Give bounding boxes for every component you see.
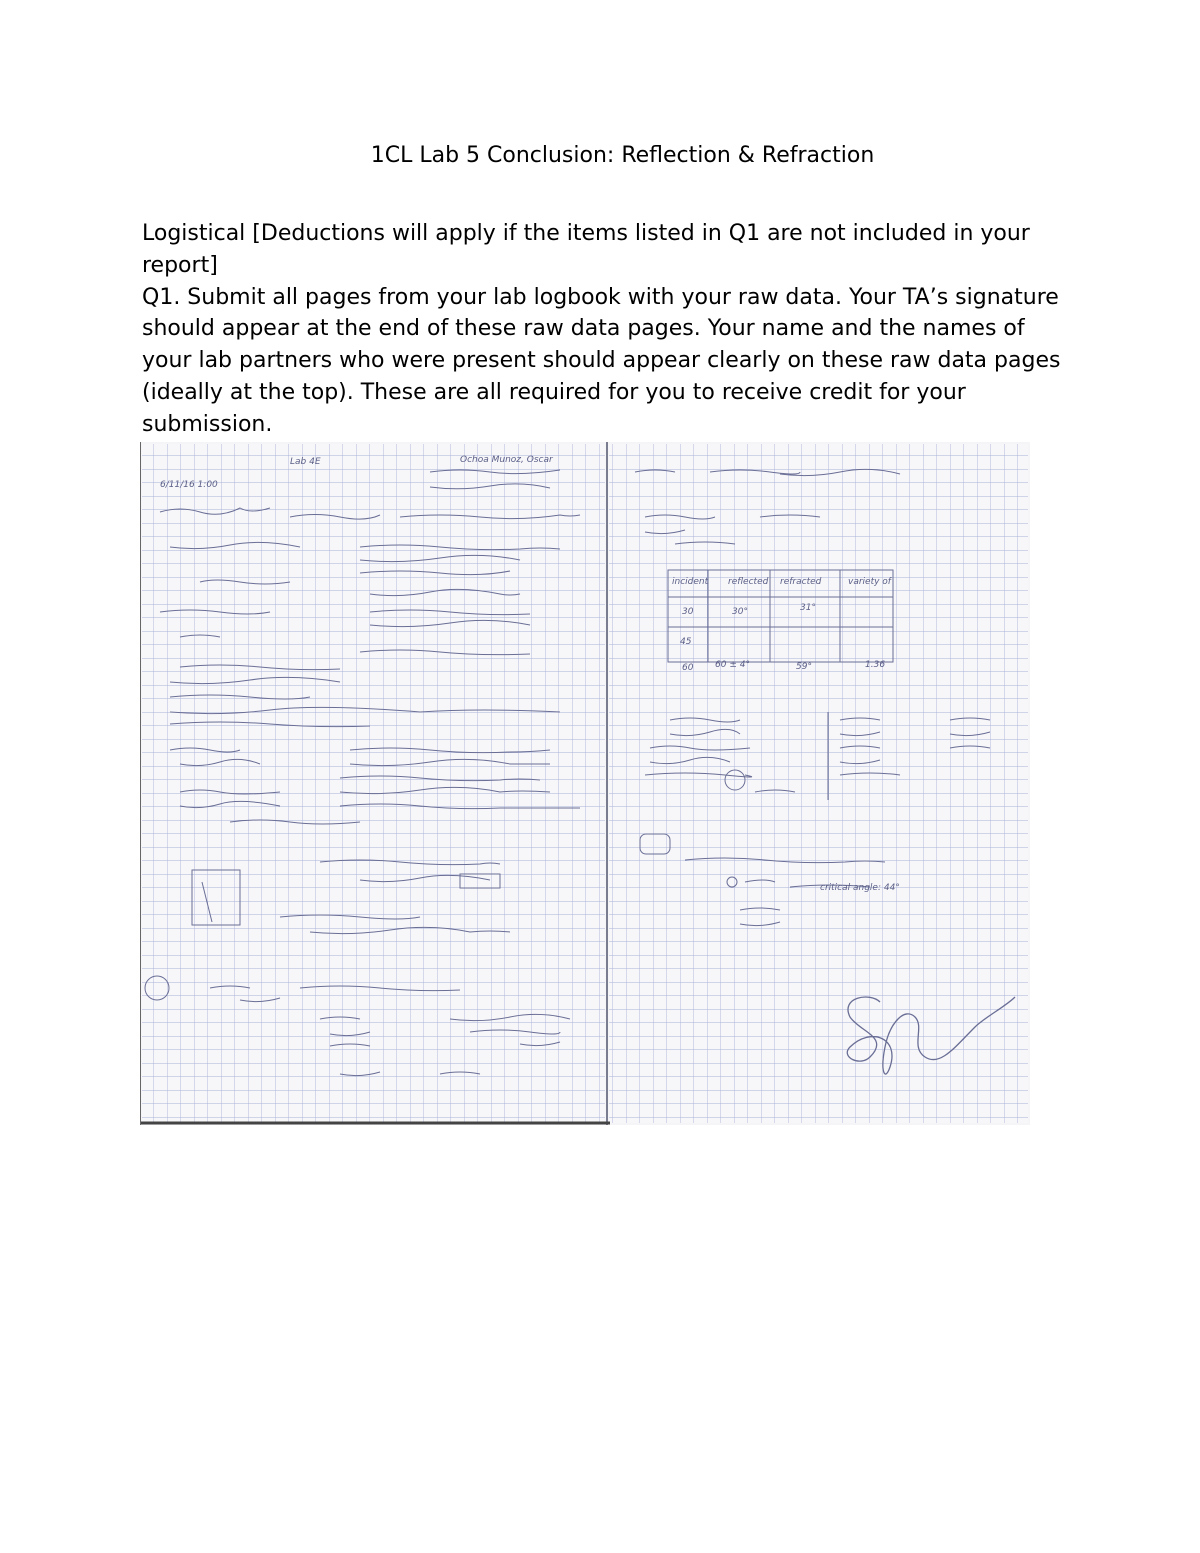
table-header-refracted: refracted [780, 577, 822, 587]
handwritten-header: Lab 4E [290, 457, 321, 467]
logbook-scan-image [140, 442, 1030, 1125]
table-cell: 31° [800, 603, 816, 613]
table-cell: 30° [732, 607, 748, 617]
body-text [142, 218, 1062, 441]
table-cell: 30 [682, 607, 694, 617]
handwritten-names: Ochoa Munoz, Oscar [460, 455, 553, 465]
logistical-paragraph: Logistical [Deductions will apply if the items listed in Q1 are not included in your report] [142, 221, 1030, 278]
critical-angle-note: critical angle: 44° [820, 883, 900, 893]
logbook-scan-svg [140, 442, 1030, 1125]
table-cell: 45 [680, 637, 692, 647]
table-cell: 60 [682, 663, 694, 673]
table-cell: 1.36 [865, 660, 886, 670]
page-title: 1CL Lab 5 Conclusion: Reflection & Refraction [370, 143, 875, 168]
table-cell: 60 ± 4° [715, 660, 750, 670]
table-header-incident: incident [672, 577, 709, 587]
table-cell: 59° [796, 662, 812, 672]
q1-paragraph: Q1. Submit all pages from your lab logbook with your raw data. Your TA’s signature should appear at the end of these raw data pages. Your name and the names of your lab partners who were present should appear clearly on these raw data pages (ideally at the top). These are all required for you to receive credit for your submission. [142, 284, 1061, 437]
handwritten-date: 6/11/16 1:00 [160, 480, 218, 490]
table-header-reflected: reflected [728, 577, 769, 587]
table-header-variety: variety of [848, 577, 891, 587]
